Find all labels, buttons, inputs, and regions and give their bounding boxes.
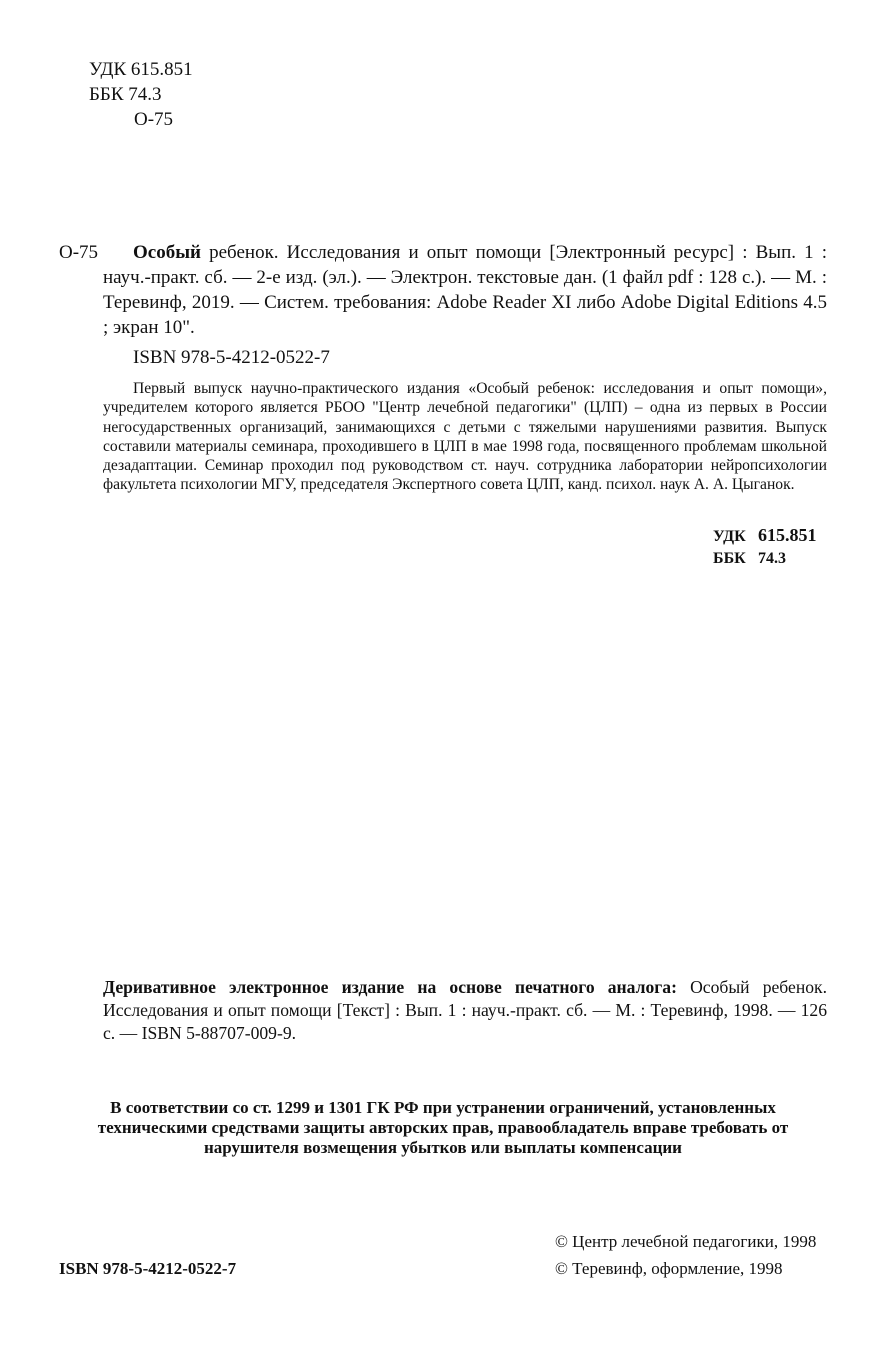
- classification-block-right: [713, 524, 817, 570]
- author-sign: О-75: [134, 109, 174, 130]
- bbk-right-value: 74.3: [758, 550, 786, 567]
- udk-right-label: УДК: [713, 528, 746, 545]
- annotation: [103, 379, 827, 495]
- isbn-bottom: ISBN 978-5-4212-0522-7: [59, 1259, 237, 1278]
- derivative-note: [103, 976, 827, 1045]
- udk-right-line: [713, 524, 817, 548]
- bbk-right-label: ББК: [713, 550, 746, 567]
- copyright-line-2: © Теревинф, оформление, 1998: [555, 1259, 783, 1278]
- catalog-isbn: ISBN 978-5-4212-0522-7: [133, 347, 330, 368]
- copyright-line-1: © Центр лечебной педагогики, 1998: [555, 1232, 817, 1251]
- catalog-entry: [59, 240, 827, 340]
- udk-right-value: 615.851: [758, 525, 817, 545]
- bbk-index: ББК 74.3: [89, 84, 162, 105]
- catalog-description: ребенок. Исследования и опыт помощи [Электронный ресурс] : Вып. 1 : науч.-практ. сб. — 2-е изд. (эл.). — Электрон. текстовые дан. (1 файл pdf : 128 с.). — М. : Теревинф, 2019. — Систем. требования: Adobe Reader XI либо Adobe Digital Editions 4.5 ; экран 10".: [103, 242, 827, 338]
- udk-index: УДК 615.851: [89, 59, 193, 80]
- legal-notice: В соответствии со ст. 1299 и 1301 ГК РФ при устранении ограничений, установленных техническими средствами защиты авторских прав, правообладатель вправе требовать от нарушителя возмещения убытков или выплаты компенсации: [97, 1098, 789, 1157]
- classification-block-top: [89, 57, 193, 132]
- catalog-code: О-75: [59, 242, 99, 263]
- catalog-title-bold: Особый: [133, 242, 201, 263]
- derivative-lead: Деривативное электронное издание на основе печатного аналога:: [103, 977, 677, 997]
- bbk-right-line: [713, 548, 817, 570]
- derivative-text: Особый ребенок. Исследования и опыт помощи [Текст] : Вып. 1 : науч.-практ. сб. — М. : Теревинф, 1998. — 126 с. — ISBN 5-88707-009-9.: [103, 977, 827, 1043]
- annotation-text: Первый выпуск научно-практического издания «Особый ребенок: исследования и опыт помощи», учредителем которого является РБОО "Центр лечебной педагогики" (ЦЛП) – одна из первых в России негосударственных организаций, занимающихся с детьми с тяжелыми нарушениями развития. Выпуск составили материалы семинара, проходившего в ЦЛП в мае 1998 года, посвященного проблемам школьной дезадаптации. Семинар проходил под руководством ст. науч. сотрудника лаборатории нейропсихологии факультета психологии МГУ, председателя Экспертного совета ЦЛП, канд. психол. наук А. А. Цыганок.: [103, 380, 827, 494]
